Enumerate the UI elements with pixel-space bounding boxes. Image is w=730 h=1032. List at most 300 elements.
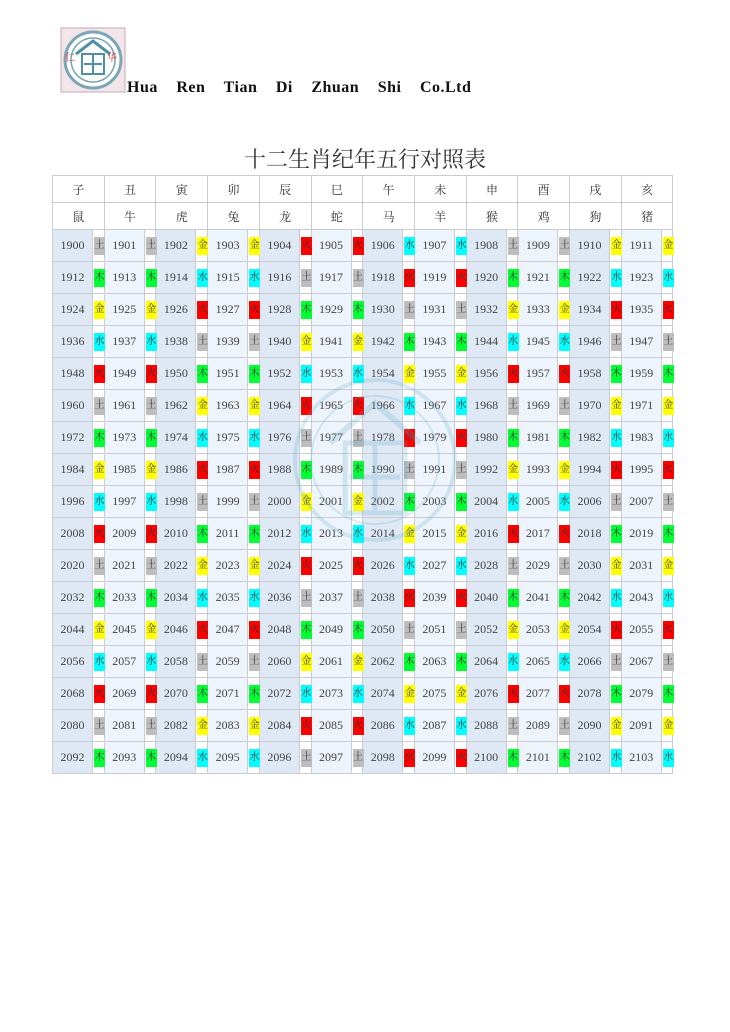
branch-header-row [53, 176, 673, 203]
year-cell: 1991 [414, 454, 454, 486]
element-badge: 火 [249, 461, 260, 479]
year-cell: 2004 [466, 486, 506, 518]
year-cell: 2041 [518, 582, 558, 614]
element-badge: 火 [508, 365, 519, 383]
element-badge: 水 [508, 653, 519, 671]
element-badge: 土 [559, 717, 570, 735]
year-cell: 1933 [518, 294, 558, 326]
element-badge: 水 [301, 525, 312, 543]
element-cell [196, 678, 208, 710]
year-cell: 1945 [518, 326, 558, 358]
element-badge: 水 [249, 429, 260, 447]
element-cell [506, 230, 518, 262]
year-cell: 2039 [414, 582, 454, 614]
year-cell: 2018 [570, 518, 610, 550]
element-badge: 火 [353, 237, 364, 255]
year-cell: 1988 [259, 454, 299, 486]
year-cell: 1908 [466, 230, 506, 262]
element-cell [93, 710, 105, 742]
element-badge: 水 [197, 429, 208, 447]
year-cell: 1928 [259, 294, 299, 326]
element-badge: 金 [611, 237, 622, 255]
element-cell [299, 454, 311, 486]
year-cell: 1997 [104, 486, 144, 518]
year-cell: 2077 [518, 678, 558, 710]
element-badge: 水 [146, 493, 157, 511]
branch-header: 辰 [259, 176, 311, 203]
element-cell [558, 614, 570, 646]
element-badge: 金 [94, 461, 105, 479]
year-cell: 1972 [53, 422, 93, 454]
year-cell: 1998 [156, 486, 196, 518]
element-cell [248, 742, 260, 774]
year-cell: 1902 [156, 230, 196, 262]
element-badge: 土 [559, 397, 570, 415]
year-cell: 1952 [259, 358, 299, 390]
element-cell [506, 710, 518, 742]
year-cell: 1953 [311, 358, 351, 390]
element-cell [610, 454, 622, 486]
element-cell [454, 358, 466, 390]
element-badge: 金 [249, 397, 260, 415]
year-cell: 1905 [311, 230, 351, 262]
year-cell: 1968 [466, 390, 506, 422]
element-badge: 水 [559, 333, 570, 351]
element-badge: 火 [611, 461, 622, 479]
element-badge: 火 [94, 685, 105, 703]
element-cell [299, 358, 311, 390]
element-cell [196, 550, 208, 582]
element-cell [506, 262, 518, 294]
year-cell: 2067 [621, 646, 661, 678]
year-cell: 2068 [53, 678, 93, 710]
element-badge: 土 [146, 717, 157, 735]
element-badge: 金 [249, 557, 260, 575]
year-cell: 2038 [363, 582, 403, 614]
element-badge: 水 [508, 493, 519, 511]
element-badge: 土 [353, 749, 364, 767]
element-cell [661, 262, 673, 294]
year-cell: 1903 [208, 230, 248, 262]
element-badge: 木 [249, 525, 260, 543]
element-badge: 水 [508, 333, 519, 351]
element-cell [93, 358, 105, 390]
element-badge: 金 [353, 333, 364, 351]
element-cell [610, 518, 622, 550]
year-cell: 1994 [570, 454, 610, 486]
year-cell: 2011 [208, 518, 248, 550]
year-cell: 2059 [208, 646, 248, 678]
element-badge: 木 [611, 365, 622, 383]
element-badge: 火 [508, 685, 519, 703]
table-row [53, 678, 673, 710]
year-cell: 1961 [104, 390, 144, 422]
element-cell [506, 486, 518, 518]
element-badge: 木 [146, 589, 157, 607]
year-cell: 1917 [311, 262, 351, 294]
year-cell: 1955 [414, 358, 454, 390]
branch-header: 午 [363, 176, 415, 203]
element-cell [506, 422, 518, 454]
element-cell [144, 486, 156, 518]
animal-header-row [53, 203, 673, 230]
element-badge: 水 [611, 429, 622, 447]
year-cell: 1941 [311, 326, 351, 358]
year-cell: 1958 [570, 358, 610, 390]
year-cell: 2058 [156, 646, 196, 678]
element-badge: 水 [249, 589, 260, 607]
element-badge: 木 [456, 653, 467, 671]
year-cell: 1914 [156, 262, 196, 294]
year-cell: 2101 [518, 742, 558, 774]
year-cell: 2074 [363, 678, 403, 710]
element-badge: 金 [146, 621, 157, 639]
year-cell: 2097 [311, 742, 351, 774]
branch-header: 子 [53, 176, 105, 203]
element-cell [661, 582, 673, 614]
element-cell [144, 518, 156, 550]
element-cell [454, 230, 466, 262]
element-badge: 水 [404, 557, 415, 575]
element-badge: 木 [301, 621, 312, 639]
element-cell [403, 518, 415, 550]
element-badge: 土 [611, 653, 622, 671]
element-cell [558, 422, 570, 454]
element-badge: 土 [94, 397, 105, 415]
element-cell [248, 550, 260, 582]
element-badge: 土 [197, 653, 208, 671]
element-badge: 木 [611, 525, 622, 543]
element-cell [454, 454, 466, 486]
year-cell: 1966 [363, 390, 403, 422]
element-cell [196, 358, 208, 390]
element-badge: 水 [353, 365, 364, 383]
animal-header: 猪 [621, 203, 673, 230]
element-badge: 木 [404, 653, 415, 671]
element-badge: 金 [663, 237, 674, 255]
element-badge: 金 [197, 717, 208, 735]
year-cell: 2063 [414, 646, 454, 678]
table-row [53, 518, 673, 550]
year-cell: 1985 [104, 454, 144, 486]
element-badge: 金 [508, 461, 519, 479]
year-cell: 1979 [414, 422, 454, 454]
element-badge: 水 [611, 269, 622, 287]
element-badge: 金 [508, 301, 519, 319]
element-cell [558, 518, 570, 550]
table-row [53, 390, 673, 422]
element-badge: 金 [663, 397, 674, 415]
element-cell [506, 582, 518, 614]
animal-header: 鸡 [518, 203, 570, 230]
element-badge: 火 [508, 525, 519, 543]
year-cell: 1974 [156, 422, 196, 454]
element-cell [610, 422, 622, 454]
element-cell [661, 230, 673, 262]
element-badge: 火 [301, 717, 312, 735]
element-badge: 水 [663, 429, 674, 447]
element-badge: 土 [146, 397, 157, 415]
element-cell [661, 390, 673, 422]
element-badge: 水 [559, 653, 570, 671]
element-cell [610, 326, 622, 358]
year-cell: 1960 [53, 390, 93, 422]
year-cell: 1987 [208, 454, 248, 486]
element-badge: 金 [611, 717, 622, 735]
year-cell: 1935 [621, 294, 661, 326]
table-row [53, 582, 673, 614]
element-badge: 木 [353, 621, 364, 639]
element-cell [506, 614, 518, 646]
element-badge: 火 [611, 301, 622, 319]
element-badge: 土 [353, 589, 364, 607]
element-badge: 金 [611, 397, 622, 415]
element-badge: 火 [249, 301, 260, 319]
element-badge: 水 [301, 685, 312, 703]
element-badge: 火 [353, 397, 364, 415]
element-badge: 水 [559, 493, 570, 511]
year-cell: 1944 [466, 326, 506, 358]
element-cell [144, 422, 156, 454]
branch-header: 申 [466, 176, 518, 203]
element-badge: 火 [456, 269, 467, 287]
element-badge: 火 [146, 525, 157, 543]
year-cell: 2021 [104, 550, 144, 582]
element-badge: 金 [559, 621, 570, 639]
year-cell: 1919 [414, 262, 454, 294]
element-badge: 金 [404, 365, 415, 383]
element-badge: 木 [94, 269, 105, 287]
element-badge: 水 [249, 749, 260, 767]
element-cell [299, 262, 311, 294]
element-cell [610, 390, 622, 422]
element-cell [661, 550, 673, 582]
element-cell [299, 326, 311, 358]
element-badge: 水 [404, 397, 415, 415]
year-cell: 1907 [414, 230, 454, 262]
element-badge: 水 [353, 525, 364, 543]
element-badge: 金 [663, 717, 674, 735]
element-cell [403, 550, 415, 582]
element-cell [248, 486, 260, 518]
element-cell [299, 518, 311, 550]
element-cell [454, 550, 466, 582]
year-cell: 1937 [104, 326, 144, 358]
year-cell: 1904 [259, 230, 299, 262]
element-badge: 金 [301, 653, 312, 671]
element-badge: 木 [94, 429, 105, 447]
zodiac-element-table [52, 175, 673, 774]
year-cell: 2027 [414, 550, 454, 582]
element-badge: 火 [663, 621, 674, 639]
element-cell [144, 742, 156, 774]
year-cell: 2072 [259, 678, 299, 710]
element-cell [93, 390, 105, 422]
year-cell: 1957 [518, 358, 558, 390]
animal-header: 虎 [156, 203, 208, 230]
element-badge: 土 [146, 557, 157, 575]
element-badge: 木 [353, 301, 364, 319]
animal-header: 狗 [570, 203, 622, 230]
element-cell [610, 262, 622, 294]
table-row [53, 326, 673, 358]
element-cell [610, 582, 622, 614]
element-badge: 土 [508, 717, 519, 735]
year-cell: 1918 [363, 262, 403, 294]
element-badge: 土 [94, 237, 105, 255]
year-cell: 1981 [518, 422, 558, 454]
element-cell [454, 646, 466, 678]
year-cell: 2022 [156, 550, 196, 582]
element-badge: 木 [508, 589, 519, 607]
element-badge: 火 [559, 365, 570, 383]
element-badge: 土 [663, 653, 674, 671]
branch-header: 丑 [104, 176, 156, 203]
year-cell: 2017 [518, 518, 558, 550]
branch-header: 未 [414, 176, 466, 203]
element-badge: 木 [146, 429, 157, 447]
element-badge: 木 [559, 429, 570, 447]
element-cell [454, 486, 466, 518]
element-badge: 木 [301, 461, 312, 479]
year-cell: 2049 [311, 614, 351, 646]
element-badge: 木 [146, 749, 157, 767]
element-cell [661, 614, 673, 646]
table-row [53, 550, 673, 582]
year-cell: 1936 [53, 326, 93, 358]
element-cell [196, 422, 208, 454]
year-cell: 2099 [414, 742, 454, 774]
element-badge: 金 [197, 557, 208, 575]
year-cell: 2025 [311, 550, 351, 582]
element-badge: 土 [456, 461, 467, 479]
year-cell: 2016 [466, 518, 506, 550]
element-cell [196, 646, 208, 678]
year-cell: 2030 [570, 550, 610, 582]
element-cell [351, 230, 363, 262]
element-badge: 火 [301, 557, 312, 575]
year-cell: 2051 [414, 614, 454, 646]
year-cell: 2029 [518, 550, 558, 582]
year-cell: 2092 [53, 742, 93, 774]
element-cell [299, 710, 311, 742]
element-badge: 木 [559, 749, 570, 767]
element-cell [506, 454, 518, 486]
element-cell [403, 454, 415, 486]
year-cell: 2028 [466, 550, 506, 582]
page-title: 十二生肖纪年五行对照表 [243, 148, 486, 173]
element-cell [93, 582, 105, 614]
element-cell [610, 678, 622, 710]
element-badge: 金 [301, 333, 312, 351]
element-cell [299, 230, 311, 262]
element-cell [248, 326, 260, 358]
year-cell: 1925 [104, 294, 144, 326]
element-cell [93, 326, 105, 358]
element-cell [93, 518, 105, 550]
element-cell [299, 582, 311, 614]
element-badge: 土 [94, 717, 105, 735]
year-cell: 1963 [208, 390, 248, 422]
year-cell: 1916 [259, 262, 299, 294]
element-cell [610, 294, 622, 326]
year-cell: 1942 [363, 326, 403, 358]
animal-header: 羊 [414, 203, 466, 230]
year-cell: 1909 [518, 230, 558, 262]
year-cell: 2087 [414, 710, 454, 742]
year-cell: 1921 [518, 262, 558, 294]
element-cell [454, 422, 466, 454]
logo-char-left: 仁 [65, 53, 75, 64]
year-cell: 1962 [156, 390, 196, 422]
element-cell [144, 262, 156, 294]
year-cell: 1990 [363, 454, 403, 486]
element-badge: 木 [249, 685, 260, 703]
element-cell [610, 550, 622, 582]
element-cell [661, 294, 673, 326]
element-badge: 木 [301, 301, 312, 319]
year-cell: 2071 [208, 678, 248, 710]
element-cell [144, 358, 156, 390]
element-badge: 土 [301, 589, 312, 607]
year-cell: 2076 [466, 678, 506, 710]
element-badge: 土 [559, 557, 570, 575]
element-cell [299, 390, 311, 422]
element-badge: 木 [249, 365, 260, 383]
element-cell [93, 262, 105, 294]
element-badge: 金 [301, 493, 312, 511]
element-badge: 木 [404, 333, 415, 351]
year-cell: 1912 [53, 262, 93, 294]
element-badge: 土 [353, 269, 364, 287]
year-cell: 1924 [53, 294, 93, 326]
year-cell: 1951 [208, 358, 248, 390]
element-cell [610, 742, 622, 774]
year-cell: 2085 [311, 710, 351, 742]
element-cell [93, 230, 105, 262]
year-cell: 1956 [466, 358, 506, 390]
element-badge: 水 [249, 269, 260, 287]
element-cell [558, 486, 570, 518]
element-cell [144, 294, 156, 326]
element-cell [454, 678, 466, 710]
year-cell: 2060 [259, 646, 299, 678]
element-badge: 水 [94, 333, 105, 351]
element-cell [558, 294, 570, 326]
element-badge: 水 [456, 717, 467, 735]
year-cell: 1978 [363, 422, 403, 454]
year-cell: 2050 [363, 614, 403, 646]
element-badge: 土 [197, 493, 208, 511]
animal-header: 兔 [208, 203, 260, 230]
element-badge: 木 [94, 589, 105, 607]
element-cell [144, 454, 156, 486]
element-cell [299, 646, 311, 678]
element-cell [558, 390, 570, 422]
element-cell [403, 742, 415, 774]
element-cell [403, 358, 415, 390]
element-cell [610, 358, 622, 390]
year-cell: 1965 [311, 390, 351, 422]
element-badge: 土 [559, 237, 570, 255]
year-cell: 2056 [53, 646, 93, 678]
year-cell: 1982 [570, 422, 610, 454]
year-cell: 2096 [259, 742, 299, 774]
year-cell: 2020 [53, 550, 93, 582]
element-cell [351, 614, 363, 646]
element-badge: 土 [404, 621, 415, 639]
element-badge: 木 [146, 269, 157, 287]
